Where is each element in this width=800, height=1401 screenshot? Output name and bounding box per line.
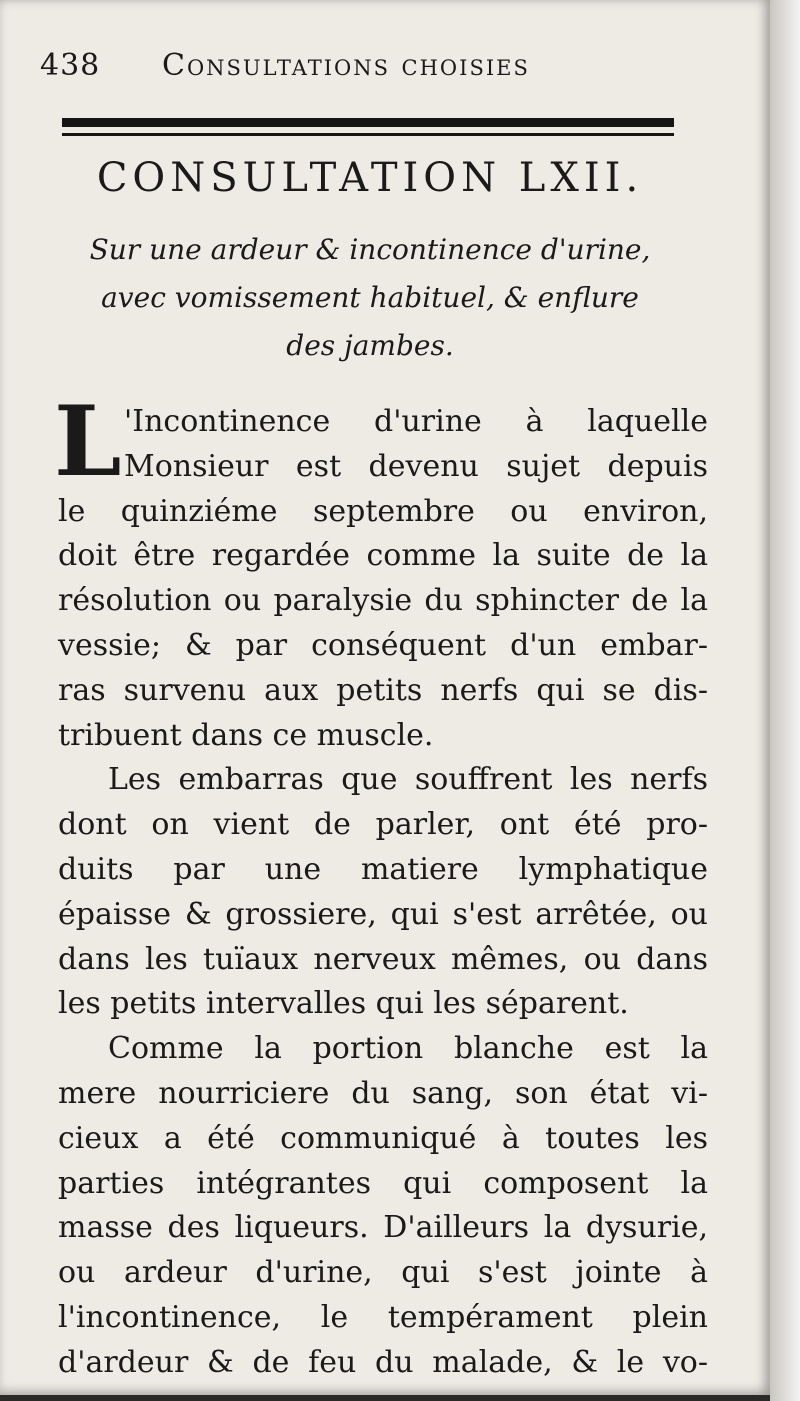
subtitle-line: des jambes.: [286, 329, 454, 362]
body-text: [54, 385, 708, 1386]
paragraph: [58, 758, 708, 1027]
subtitle-line: avec vomissement habituel, & enflure: [101, 281, 639, 314]
text-line: dont on vient de parler, ont été pro-: [58, 807, 708, 843]
drop-cap: L: [54, 385, 122, 498]
page-gutter: [770, 0, 800, 1401]
text-line: ou ardeur d'urine, qui s'est jointe à: [58, 1255, 708, 1291]
page-number: 438: [40, 48, 101, 83]
text-line: épaisse & grossiere, qui s'est arrêtée, ou: [58, 896, 708, 932]
header-rule-thick: [62, 118, 674, 127]
text-line: l'incontinence, le tempérament plein: [58, 1299, 708, 1335]
running-head: [40, 46, 660, 90]
text-line: tribuent dans ce muscle.: [58, 717, 434, 753]
text-line: les petits intervalles qui les séparent.: [58, 986, 629, 1022]
text-line: masse des liqueurs. D'ailleurs la dysurie,: [58, 1210, 708, 1246]
running-title: Consultations choisies: [162, 48, 530, 83]
text-line: cieux a été communiqué à toutes les: [58, 1120, 708, 1156]
paragraph: [58, 1027, 708, 1385]
paragraph: [54, 385, 708, 758]
text-line: Les embarras que souffrent les nerfs: [108, 762, 708, 798]
text-line: Comme la portion blanche est la: [108, 1031, 708, 1067]
subtitle-line: Sur une ardeur & incontinence d'urine,: [89, 233, 651, 266]
text-line: résolution ou paralysie du sphincter de la: [58, 583, 708, 619]
consultation-subtitle: [40, 226, 700, 370]
text-line: mere nourriciere du sang, son état vi-: [58, 1075, 708, 1111]
text-line: dans les tuïaux nerveux mêmes, ou dans: [58, 941, 708, 977]
text-line: 'Incontinence d'urine à laquelle: [124, 404, 708, 439]
text-line: duits par une matiere lymphatique: [58, 851, 708, 887]
text-line: d'ardeur & de feu du malade, & le vo-: [58, 1344, 708, 1380]
text-line: parties intégrantes qui composent la: [58, 1165, 708, 1201]
text-line: vessie; & par conséquent d'un embar-: [58, 627, 708, 663]
text-line: doit être regardée comme la suite de la: [58, 538, 708, 574]
text-line: le quinziéme septembre ou environ,: [58, 493, 708, 529]
text-line: ras survenu aux petits nerfs qui se dis-: [58, 672, 708, 708]
text-line: Monsieur est devenu sujet depuis: [124, 448, 708, 484]
consultation-title: CONSULTATION LXII.: [96, 155, 644, 201]
header-rule-thin: [62, 133, 674, 136]
